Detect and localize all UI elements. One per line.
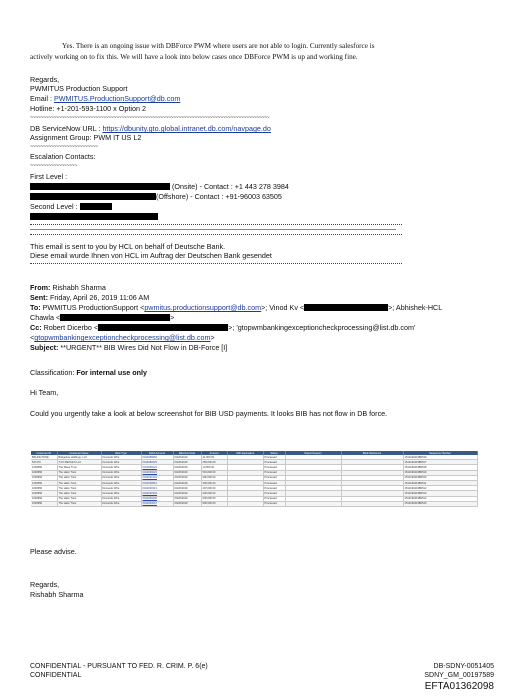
table-cell: Domestic Wire: [101, 496, 141, 501]
table-cell: 04/26/2019: [173, 460, 201, 465]
table-cell: [227, 501, 263, 506]
table-cell: 0042030313: [141, 486, 173, 491]
table-cell: 1030950: [31, 496, 57, 501]
table-cell: 501,000.00: [201, 470, 227, 475]
header-from: From: Rishabh Sharma: [30, 283, 106, 292]
table-cell: [285, 501, 341, 506]
table-cell: 04/26/2019: [173, 465, 201, 470]
table-cell: 527470: [31, 460, 57, 465]
servicenow-line: DB ServiceNow URL : https://dbunity.gto.global.intranet.db.com/navpage.do: [30, 124, 271, 133]
table-cell: [341, 501, 403, 506]
signature-wave-tiny: ~~~~~~~~~~~~~~~~~~: [30, 163, 77, 169]
table-cell: 04/26/2019: [173, 486, 201, 491]
footer-confidential-rule: CONFIDENTIAL - PURSUANT TO FED. R. CRIM. P. 6(e): [30, 663, 208, 670]
onsite-contact: (Onsite) - Contact : +1 443 278 3984: [30, 182, 289, 191]
table-cell: Processed: [263, 475, 285, 480]
header-to: To: PWMITUS ProductionSupport <pwmitus.productionsupport@db.com>; Vinod Kv < >; Abhishek-HCL: [30, 303, 443, 312]
table-cell: 0042058082: [141, 455, 173, 460]
redaction: [304, 304, 388, 311]
table-cell: The Haze Trust: [57, 475, 101, 480]
table-cell: 0042082629: [141, 460, 173, 465]
footer-efta-number: EFTA01362098: [424, 681, 494, 692]
classification: Classification: For internal use only: [30, 368, 148, 377]
table-cell: Processed: [263, 465, 285, 470]
divider-dotted: [30, 263, 402, 264]
table-cell: 13,500.00: [201, 465, 227, 470]
table-cell: 0042030104: [141, 475, 173, 480]
table-cell: The Haze Trust: [57, 496, 101, 501]
table-cell: Domestic Wire: [101, 465, 141, 470]
second-level-contact: [30, 212, 158, 221]
offshore-contact: (Offshore) - Contact : +91-96003 63505: [30, 192, 282, 201]
table-cell: 1512190419B0515: [403, 501, 477, 506]
table-header-cell: Customer Name: [57, 451, 101, 455]
please-advise: Please advise.: [30, 547, 77, 556]
table-cell: 197,000.00: [201, 486, 227, 491]
table-header-cell: Effective Date: [173, 451, 201, 455]
greeting: Hi Team,: [30, 388, 59, 397]
signature-regards: Regards,: [30, 75, 60, 84]
table-header-cell: Customer ID: [31, 451, 57, 455]
table-header-cell: Status: [263, 451, 285, 455]
table-cell: The Haze Trust: [57, 480, 101, 485]
table-cell: 04/26/2019: [173, 491, 201, 496]
table-cell: 1512190419B0519: [403, 470, 477, 475]
footer-bates-sdny: SDNY_GM_00197589: [424, 672, 494, 679]
table-cell: 1512190419B0512: [403, 486, 477, 491]
second-level-label: Second Level :: [30, 202, 112, 211]
table-header-cell: Bank Reference: [341, 451, 403, 455]
table-cell: Domestic Wire: [101, 491, 141, 496]
header-cc-line-2: <gtopwmbankingexceptioncheckprocessing@list.db.com>: [30, 333, 215, 342]
table-cell: 1512190419B0510: [403, 475, 477, 480]
table-cell: Processed: [263, 460, 285, 465]
table-cell: Domestic Wire: [101, 480, 141, 485]
redaction: [30, 193, 156, 200]
signature-email: Email : PWMITUS.ProductionSupport@db.com: [30, 94, 181, 103]
table-cell: 04/26/2019: [173, 455, 201, 460]
signature-email-link[interactable]: PWMITUS.ProductionSupport@db.com: [53, 94, 181, 103]
redaction: [80, 203, 112, 210]
table-cell: 1030950: [31, 480, 57, 485]
table-header-cell: USD Equivalent: [227, 451, 263, 455]
table-cell: Processed: [263, 501, 285, 506]
disclaimer-en: This email is sent to you by HCL on behalf of Deutsche Bank.: [30, 242, 226, 251]
header-cc: Cc: Robert Dicerbo < >; 'gtopwmbankingexceptioncheckprocessing@list.db.com': [30, 323, 416, 332]
table-cell: Processed: [263, 470, 285, 475]
table-cell: 1512190419B0514: [403, 496, 477, 501]
intro-line-1: Yes. There is an ongoing issue with DBForce PWM where users are not able to login. Currently salesforce is: [62, 42, 375, 50]
redaction: [60, 314, 170, 321]
table-cell: The Haze Trust: [57, 486, 101, 491]
table-header-cell: Amount: [201, 451, 227, 455]
divider-dotted: [30, 234, 402, 235]
table-header-cell: Wire Type: [101, 451, 141, 455]
table-cell: 04/26/2019: [173, 501, 201, 506]
cc-email-link[interactable]: gtopwmbankingexceptioncheckprocessing@list.db.com: [34, 333, 211, 342]
table-cell: Bridgeline Holdings, LLC: [57, 455, 101, 460]
table-cell: The Wave Trust: [57, 465, 101, 470]
signature-team: PWMITUS Production Support: [30, 84, 128, 93]
to-email-link[interactable]: pwmitus.productionsupport@db.com: [144, 303, 262, 312]
table-cell: The Haze Trust: [57, 501, 101, 506]
redaction: [98, 324, 228, 331]
table-cell: The Haze Trust: [57, 470, 101, 475]
header-sent: Sent: Friday, April 26, 2019 11:06 AM: [30, 293, 150, 302]
signature-wave-short: ~~~~~~~~~~~~~~~~~~~~~~~~~~: [30, 144, 98, 150]
redaction: [30, 213, 158, 220]
table-cell: 04/26/2019: [173, 480, 201, 485]
table-cell: 1512190419B0516: [403, 455, 477, 460]
signature-hotline: Hotline: +1-201-593-1100 x Option 2: [30, 104, 146, 113]
table-cell: 04/26/2019: [173, 496, 201, 501]
table-cell: 0042038561: [141, 480, 173, 485]
table-header-cell: Sequence Number: [403, 451, 477, 455]
table-cell: Processed: [263, 496, 285, 501]
table-cell: 300,000.00: [201, 480, 227, 485]
table-cell: Domestic Wire: [101, 486, 141, 491]
assignment-group: Assignment Group: PWM IT US L2: [30, 133, 142, 142]
table-cell: 1512190419B0513: [403, 491, 477, 496]
table-cell: BKLINGTONE: [31, 455, 57, 460]
table-cell: 04/26/2019: [173, 475, 201, 480]
table-cell: 1512190419B0517: [403, 460, 477, 465]
table-cell: Processed: [263, 491, 285, 496]
table-cell: 0042050306: [141, 496, 173, 501]
table-header-cell: Reject Reason: [285, 451, 341, 455]
table-cell: 1512190419B0511: [403, 480, 477, 485]
table-cell: 0042039024: [141, 470, 173, 475]
table-cell: 250,000.00: [201, 460, 227, 465]
table-cell: 0042059224: [141, 465, 173, 470]
table-cell: 1512190419B0518: [403, 465, 477, 470]
table-cell: 1030950: [31, 486, 57, 491]
footer-bates-db: DB-SDNY-0051405: [433, 663, 494, 670]
divider-line: [30, 229, 396, 230]
table-cell: 200,000.00: [201, 496, 227, 501]
table-cell: 0042053067: [141, 501, 173, 506]
table-cell: Domestic Wire: [101, 475, 141, 480]
table-cell: The Haze Trust: [57, 491, 101, 496]
payments-screenshot-table: [31, 451, 478, 507]
table-row: [31, 501, 477, 506]
table-cell: 1030950: [31, 491, 57, 496]
table-cell: 1030950: [31, 501, 57, 506]
table-cell: 0042030304: [141, 491, 173, 496]
divider-dotted: [30, 224, 402, 225]
table-cell: Domestic Wire: [101, 455, 141, 460]
table-cell: 1030950: [31, 475, 57, 480]
closing-name: Rishabh Sharma: [30, 590, 84, 599]
table-cell: Processed: [263, 455, 285, 460]
table-cell: Processed: [263, 486, 285, 491]
disclaimer-de: Diese email wurde Ihnen von HCL im Auftrag der Deutschen Bank gesendet: [30, 251, 272, 260]
signature-wave: ~~~~~~~~~~~~~~~~~~~~~~~~~~~~~~~~~~~~~~~~~~~~~~~~~~~~~~~~~~~~~~~~~~~~~~~~~~~~~~~~~~~~~~~~~~~~: [30, 115, 270, 121]
table-header-cell: Debit Account: [141, 451, 173, 455]
header-to-line-2: Chawla < >: [30, 313, 175, 322]
request-text: Could you urgently take a look at below screenshot for BIB USD payments. It looks BIB has not flow in DB force.: [30, 409, 388, 418]
escalation-heading: Escalation Contacts:: [30, 152, 96, 161]
intro-line-2: actively working on to fix this. We will have a look into below cases once DBForce PWM is up and working fine.: [30, 53, 358, 61]
table-cell: 300,000.00: [201, 475, 227, 480]
footer-confidential: CONFIDENTIAL: [30, 672, 82, 679]
redaction: [30, 183, 170, 190]
table-cell: Processed: [263, 480, 285, 485]
first-level-label: First Level :: [30, 172, 68, 181]
servicenow-link[interactable]: https://dbunity.gto.global.intranet.db.com/navpage.do: [102, 124, 271, 133]
table-cell: 1030950: [31, 470, 57, 475]
table-cell: 500,000.00: [201, 501, 227, 506]
table-cell: 200,000.00: [201, 491, 227, 496]
table-cell: 1000950: [31, 465, 57, 470]
table-cell: Domestic Wire: [101, 501, 141, 506]
table-cell: 04/26/2019: [173, 470, 201, 475]
table-cell: Domestic Wire: [101, 460, 141, 465]
header-subject: Subject: **URGENT** BIB Wires Did Not Flow in DB-Force [I]: [30, 343, 228, 352]
table-cell: Domestic Wire: [101, 470, 141, 475]
table-cell: 41,000.00: [201, 455, 227, 460]
table-cell: T.CO RETAILS LLC: [57, 460, 101, 465]
closing-regards: Regards,: [30, 580, 60, 589]
